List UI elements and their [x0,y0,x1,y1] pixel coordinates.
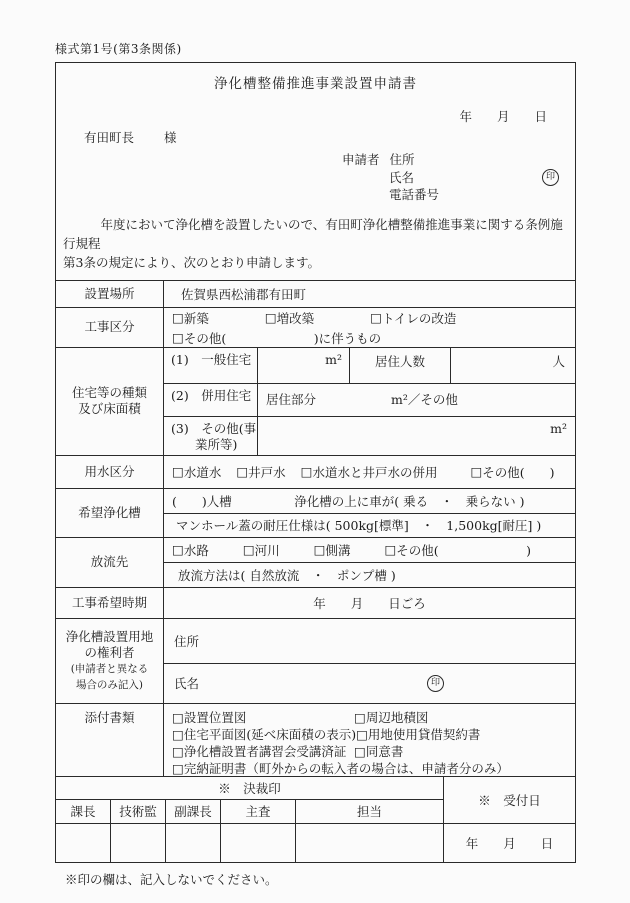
checkbox-icon: □ [172,743,184,759]
landowner-note-line1: (申請者と異なる [70,662,149,675]
attachments-list [164,704,575,776]
checkbox-icon: □ [242,542,255,557]
discharge-options-line [164,538,575,563]
applicant-address-row [342,151,575,169]
water-label: 用水区分 [56,456,164,488]
applicant-address-label: 住所 [389,152,415,167]
reception-date-label: ※ 受付日 [444,777,575,824]
landowner-address-row: 住所 [164,619,575,664]
approval-stamp-cell [166,824,221,862]
checkbox-item [354,709,428,726]
checkbox-label: 水道水 [183,464,222,480]
checkbox-icon: □ [370,310,382,325]
attachments-line [172,709,575,726]
approval-col-shusa: 主査 [221,800,296,823]
checkbox-label: 周辺地積図 [365,709,429,725]
approval-header: ※ 決裁印 [56,777,443,800]
housing-row1-area-unit: m² [258,348,350,383]
approval-stamp-cell [56,824,111,862]
row-approval-stamps [56,777,575,862]
housing-row3-title-line1: (3) その他(事 [171,420,257,436]
housing-subrow-other [164,417,575,456]
addressee-name: 有田町長 [84,130,135,145]
checkbox-item [243,541,280,559]
checkbox-label: 増改築 [276,310,315,326]
housing-value [164,348,575,455]
form-border-box [55,62,576,863]
landowner-label-line2: の権利者 [84,644,135,660]
approval-stamp-cell [111,824,166,862]
attachments-line [172,760,575,777]
housing-subrow-general [164,348,575,384]
location-value: 佐賀県西松浦郡有田町 [181,286,307,302]
construction-options-line [164,308,575,328]
location-label: 設置場所 [56,281,164,307]
checkbox-label: その他( ) [482,464,555,480]
checkbox-label: 設置位置図 [183,709,247,725]
row-attachments [56,704,575,777]
seal-icon [427,675,444,692]
checkbox-item [172,541,209,559]
date-blank-line: 年 月 日 [459,109,547,124]
housing-label-line1: 住宅等の種類 [71,385,147,400]
approval-stamp-cell [221,824,296,862]
attachments-label: 添付書類 [56,704,164,776]
checkbox-icon: □ [172,464,184,479]
reception-section [443,777,575,862]
construction-other-line [164,328,575,348]
row-water-type [56,456,575,489]
landowner-note-line2: 場合のみ記入) [75,678,144,691]
checkbox-item [470,463,554,481]
approval-stamp-cell [296,824,443,862]
intro-paragraph [63,215,569,272]
tank-value [164,489,575,537]
housing-row1-occupants-unit: 人 [552,353,565,369]
checkbox-item [172,743,354,760]
landowner-value [164,619,575,703]
row-discharge [56,538,575,588]
checkbox-item [370,309,456,327]
reception-date-blank: 年 月 日 [465,835,554,851]
seal-icon [542,169,559,186]
approval-col-tanto: 担当 [356,804,382,819]
landowner-label-line1: 浄化槽設置用地 [65,628,154,644]
checkbox-label: 住宅平面図(延べ床面積の表示) [183,726,357,742]
checkbox-icon: □ [172,709,184,725]
checkbox-icon: □ [172,760,184,776]
checkbox-icon: □ [264,310,277,325]
checkbox-item [301,463,438,481]
checkbox-item [384,541,531,559]
checkbox-icon: □ [300,464,313,479]
checkbox-icon: □ [354,709,366,725]
checkbox-label: 完納証明書（町外からの転入者の場合は、申請者分のみ） [183,760,509,776]
checkbox-icon: □ [236,464,249,479]
housing-row1-title: (1) 一般住宅 [164,348,258,383]
checkbox-icon: □ [313,542,326,557]
applicant-phone-label: 電話番号 [389,187,440,202]
checkbox-label: 新築 [183,310,209,326]
intro-line-2: 第3条の規定により、次のとおり申請します。 [63,254,320,270]
checkbox-label: その他( ) [396,542,532,558]
applicant-name-label: 氏名 [389,169,415,185]
checkbox-icon: □ [172,330,184,345]
form-number: 様式第1号(第3条関係) [55,42,182,56]
housing-row2-value: 居住部分 m²／その他 [266,391,458,407]
seal-glyph: 印 [431,677,441,688]
landowner-name-row [164,664,575,703]
checkbox-icon: □ [172,726,184,742]
housing-row3-area-unit: m² [550,420,567,436]
checkbox-icon: □ [384,542,397,557]
period-label: 工事希望時期 [56,588,164,618]
checkbox-label: 井戸水 [248,464,286,480]
housing-label-line2: 及び床面積 [78,401,141,416]
checkbox-label: その他( )に伴うもの [183,330,382,346]
checkbox-item [356,726,480,743]
form-title: 浄化槽整備推進事業設置申請書 [214,76,417,92]
addressee-line [84,128,575,146]
row-construction-period [56,588,575,619]
intro-line-1: 年度において浄化槽を設置したいので、有田町浄化槽整備推進事業に関する条例施行規程 [63,216,563,251]
housing-subrow-combined [164,384,575,417]
checkbox-label: 水道水と井戸水の併用 [312,464,438,480]
addressee-honorific: 様 [164,130,177,145]
construction-label: 工事区分 [56,308,164,347]
construction-value [164,308,575,347]
approval-stamp-row [56,824,443,862]
checkbox-item [265,309,314,327]
water-options [164,456,575,488]
tank-label: 希望浄化槽 [56,489,164,537]
checkbox-item [172,463,221,481]
row-housing-type [56,348,575,456]
checkbox-label: 用地使用貸借契約書 [367,726,481,742]
landowner-name-label: 氏名 [174,676,200,691]
checkbox-label: 河川 [254,542,280,558]
applicant-phone-row [342,186,575,204]
checkbox-label: 同意書 [365,743,404,759]
checkbox-icon: □ [354,743,366,759]
approval-stamp-section [56,777,443,862]
checkbox-label: 側溝 [325,542,351,558]
application-table [56,280,575,862]
checkbox-label: 水路 [183,542,209,558]
row-land-rights-holder [56,619,575,704]
checkbox-label: 浄化槽設置者講習会受講済証 [183,743,347,759]
approval-col-kacho: 課長 [56,800,111,823]
applicant-block [342,151,575,204]
housing-row2-title: (2) 併用住宅 [164,384,258,416]
attachments-line [172,743,575,760]
footer-note: ※印の欄は、記入しないでください。 [65,871,278,887]
discharge-method-line: 放流方法は( 自然放流 ・ ポンプ槽 ) [178,567,396,583]
checkbox-item [172,329,381,347]
discharge-value [164,538,575,587]
period-value: 年 月 日ごろ [313,595,426,611]
landowner-label [56,619,164,703]
checkbox-icon: □ [470,464,483,479]
housing-row3-title-line2: 業所等) [195,436,238,452]
approval-col-gijutsukan: 技術監 [111,800,166,823]
applicant-label: 申請者 [342,152,380,167]
applicant-name-row [342,169,575,187]
attachments-line [172,726,575,743]
checkbox-item [314,541,351,559]
approval-title-row [56,800,443,824]
row-location [56,281,575,308]
seal-glyph: 印 [545,171,555,182]
checkbox-item [354,743,403,760]
row-construction-type [56,308,575,348]
housing-label [56,348,164,455]
checkbox-item [172,726,356,743]
checkbox-item [236,463,285,481]
checkbox-item [172,709,354,726]
checkbox-item [172,309,209,327]
checkbox-icon: □ [356,726,368,742]
checkbox-item [172,760,509,777]
checkbox-icon: □ [172,310,184,325]
discharge-label: 放流先 [56,538,164,587]
checkbox-icon: □ [172,542,184,557]
housing-row3-title [164,417,258,456]
tank-manhole-line: マンホール蓋の耐圧仕様は( 500kg[標準] ・ 1,500kg[耐圧] ) [176,518,542,533]
housing-row1-occupants-label: 居住人数 [350,348,451,383]
approval-col-fukukacho: 副課長 [166,800,221,823]
row-desired-tank [56,489,575,538]
checkbox-label: トイレの改造 [381,310,457,326]
tank-capacity-line: ( )人槽 浄化槽の上に車が( 乗る ・ 乗らない ) [164,489,575,514]
